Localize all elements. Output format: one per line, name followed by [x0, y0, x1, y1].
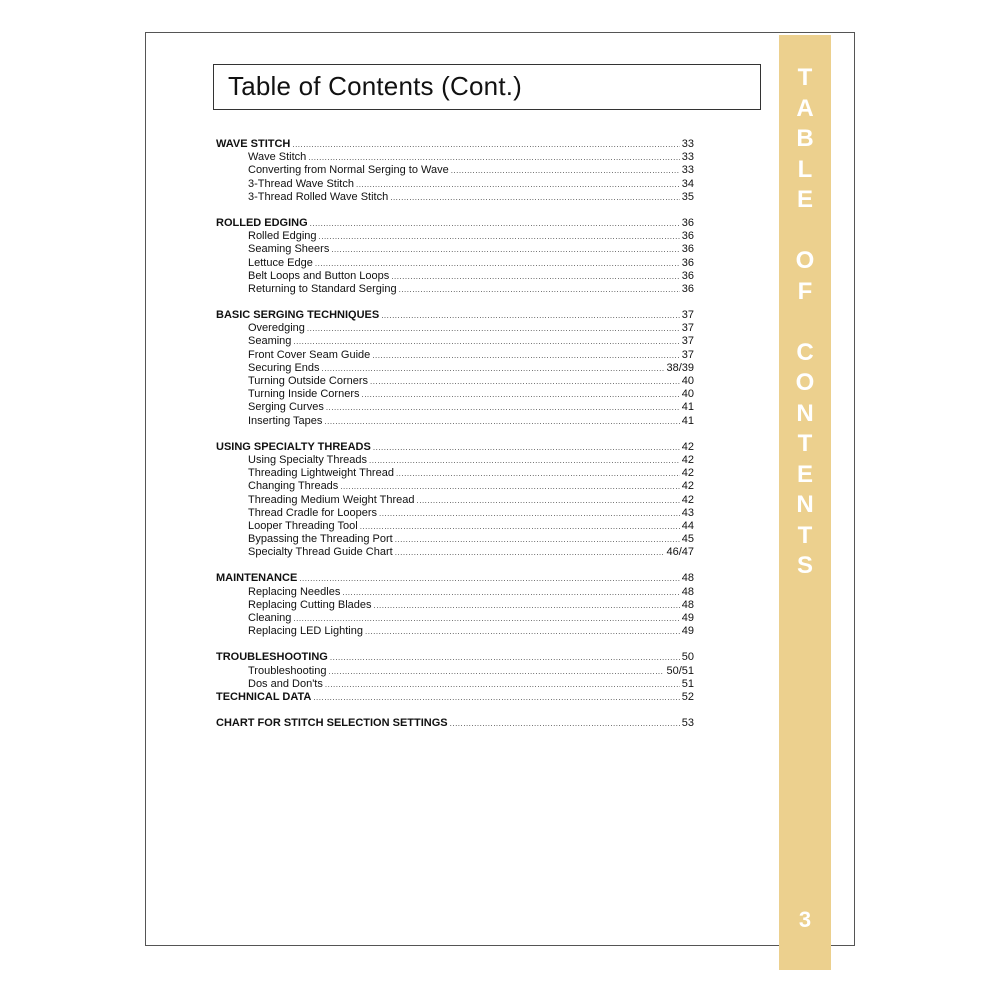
toc-entry-label: Wave Stitch [248, 151, 307, 164]
toc-entry[interactable] [216, 678, 694, 691]
toc-page-number: 52 [681, 690, 694, 703]
dot-leader [315, 257, 680, 270]
toc-page-number: 53 [681, 717, 694, 730]
dot-leader [342, 586, 679, 599]
side-tab-letter: T [797, 430, 813, 457]
toc-entry-label: Front Cover Seam Guide [248, 348, 371, 361]
side-tab-letter: N [796, 491, 814, 518]
toc-section-heading[interactable] [216, 441, 694, 454]
side-tab-letter: O [795, 369, 815, 396]
dot-leader [390, 191, 680, 204]
toc-entry[interactable] [216, 612, 694, 625]
side-tab [779, 35, 831, 970]
dot-leader [299, 572, 679, 585]
toc-page-number: 42 [681, 493, 694, 506]
toc-page-number: 35 [681, 190, 694, 203]
toc-entry-label: Changing Threads [248, 480, 339, 493]
dot-leader [361, 388, 679, 401]
dot-leader [308, 151, 679, 164]
toc-section-heading[interactable] [216, 217, 694, 230]
toc-page-number: 50/51 [666, 664, 694, 677]
toc-entry-label: Thread Cradle for Loopers [248, 506, 378, 519]
toc-entry[interactable] [216, 625, 694, 638]
toc-entry-label: Overedging [248, 322, 305, 335]
dot-leader [374, 599, 680, 612]
toc-entry[interactable] [216, 191, 694, 204]
toc-entry-label: WAVE STITCH [216, 138, 291, 150]
toc-entry-label: Bypassing the Threading Port [248, 533, 393, 546]
toc-entry-label: Using Specialty Threads [248, 453, 368, 466]
toc-section-heading[interactable] [216, 717, 694, 730]
toc-page-number: 48 [681, 598, 694, 611]
toc-entry-label: Serging Curves [248, 401, 324, 414]
toc-entry-label: Lettuce Edge [248, 256, 313, 269]
toc-section-heading[interactable] [216, 572, 694, 585]
toc-section [216, 217, 694, 296]
toc-entry-label: 3-Thread Wave Stitch [248, 177, 354, 190]
toc-entry-label: Seaming Sheers [248, 243, 330, 256]
toc-page-number: 42 [681, 480, 694, 493]
side-tab-letter: C [796, 338, 814, 366]
toc-page-number: 49 [681, 612, 694, 624]
toc-entry[interactable] [216, 599, 694, 612]
toc-page-number: 36 [681, 243, 694, 256]
toc-section [216, 441, 694, 560]
toc-entry[interactable] [216, 520, 694, 533]
toc-entry[interactable] [216, 415, 694, 428]
dot-leader [369, 454, 680, 467]
toc-entry-label: Replacing LED Lighting [248, 625, 363, 638]
side-tab-letter: L [797, 155, 813, 183]
dot-leader [356, 178, 680, 191]
toc-page-number: 36 [681, 282, 694, 295]
toc-page-number: 49 [681, 625, 694, 638]
dot-leader [399, 283, 680, 296]
side-tab-letter: T [797, 64, 813, 91]
side-tab-letter: O [795, 247, 815, 274]
dot-leader [307, 322, 680, 335]
toc-page-number: 45 [681, 533, 694, 546]
toc-entry[interactable] [216, 454, 694, 467]
toc-section-heading[interactable] [216, 138, 694, 151]
toc-page-number: 48 [681, 572, 694, 585]
toc-page-number: 46/47 [666, 546, 694, 559]
toc-entry[interactable] [216, 270, 694, 283]
toc-section [216, 691, 694, 704]
toc-page-number: 50 [681, 651, 694, 664]
page-title: Table of Contents (Cont.) [228, 71, 523, 101]
toc-entry-label: 3-Thread Rolled Wave Stitch [248, 190, 389, 203]
toc-page-number: 44 [681, 519, 694, 532]
toc-page-number: 51 [681, 677, 694, 690]
dot-leader [395, 546, 665, 559]
toc-page-number: 33 [681, 138, 694, 150]
toc-entry[interactable] [216, 349, 694, 362]
toc-entry[interactable] [216, 665, 694, 678]
toc-page-number: 33 [681, 151, 694, 164]
toc-entry-label: Specialty Thread Guide Chart [248, 546, 393, 559]
toc-entry[interactable] [216, 243, 694, 256]
toc-page-number: 42 [681, 467, 694, 480]
dot-leader [379, 507, 680, 520]
dot-leader [293, 335, 679, 348]
toc-entry[interactable] [216, 375, 694, 388]
dot-leader [391, 270, 679, 283]
toc-entry[interactable] [216, 283, 694, 296]
toc-entry[interactable] [216, 257, 694, 270]
toc-entry[interactable] [216, 164, 694, 177]
side-tab-letter: A [796, 94, 814, 122]
toc-entry[interactable] [216, 586, 694, 599]
toc-section-heading[interactable] [216, 651, 694, 664]
toc-section-heading[interactable] [216, 309, 694, 322]
toc-section [216, 572, 694, 638]
dot-leader [325, 678, 680, 691]
toc-section [216, 309, 694, 428]
title-box [213, 64, 761, 110]
toc-page-number: 37 [681, 309, 694, 322]
toc-page-number: 36 [681, 216, 694, 229]
dot-leader [340, 480, 679, 493]
toc-section [216, 717, 694, 730]
toc-entry-label: BASIC SERGING TECHNIQUES [216, 309, 380, 322]
toc-page-number: 48 [681, 585, 694, 598]
toc-entry[interactable] [216, 401, 694, 414]
toc-entry-label: Inserting Tapes [248, 414, 323, 427]
toc-entry[interactable] [216, 507, 694, 520]
toc-page-number: 42 [681, 453, 694, 466]
toc-entry[interactable] [216, 362, 694, 375]
dot-leader [396, 467, 680, 480]
dot-leader [360, 520, 680, 533]
toc-entry-label: USING SPECIALTY THREADS [216, 440, 371, 453]
side-tab-letter: B [796, 125, 814, 152]
toc-entry[interactable] [216, 494, 694, 507]
toc-entry[interactable] [216, 178, 694, 191]
toc-entry[interactable] [216, 533, 694, 546]
toc-section [216, 138, 694, 204]
toc-entry[interactable] [216, 335, 694, 348]
toc-entry[interactable] [216, 467, 694, 480]
side-tab-letter: E [796, 186, 813, 213]
toc-page-number: 41 [681, 414, 694, 427]
toc-entry-label: TROUBLESHOOTING [216, 651, 328, 664]
toc-page-number: 37 [681, 348, 694, 361]
toc-entry-label: Replacing Cutting Blades [248, 598, 372, 611]
toc-entry-label: Replacing Needles [248, 585, 341, 598]
toc-entry-label: Returning to Standard Serging [248, 282, 397, 295]
dot-leader [365, 625, 680, 638]
dot-leader [451, 164, 680, 177]
toc-entry-label: Converting from Normal Serging to Wave [248, 164, 449, 177]
toc-page-number: 34 [681, 177, 694, 190]
dot-leader [381, 309, 680, 322]
toc-page-number: 36 [681, 269, 694, 282]
toc-page-number: 40 [681, 388, 694, 401]
toc-page-number: 38/39 [666, 361, 694, 374]
table-of-contents [216, 138, 694, 743]
dot-leader [324, 415, 679, 428]
dot-leader [319, 230, 680, 243]
dot-leader [326, 401, 680, 414]
toc-entry-label: Dos and Don'ts [248, 677, 323, 690]
toc-entry-label: Troubleshooting [248, 664, 327, 677]
toc-page-number: 41 [681, 401, 694, 414]
side-tab-letter: F [797, 277, 813, 305]
toc-entry-label: CHART FOR STITCH SELECTION SETTINGS [216, 717, 448, 730]
toc-entry-label: MAINTENANCE [216, 572, 298, 585]
toc-page-number: 43 [681, 506, 694, 519]
toc-entry[interactable] [216, 322, 694, 335]
dot-leader [331, 243, 679, 256]
dot-leader [450, 717, 680, 730]
toc-page-number: 36 [681, 230, 694, 243]
side-tab-letter: E [796, 460, 813, 488]
toc-entry-label: Seaming [248, 335, 292, 348]
dot-leader [417, 494, 680, 507]
dot-leader [330, 651, 680, 664]
toc-entry-label: Belt Loops and Button Loops [248, 269, 390, 282]
toc-entry[interactable] [216, 230, 694, 243]
toc-entry-label: Rolled Edging [248, 230, 317, 243]
toc-page-number: 42 [681, 440, 694, 453]
toc-entry-label: Turning Inside Corners [248, 388, 360, 401]
dot-leader [292, 138, 679, 151]
side-tab-letter: N [796, 399, 814, 427]
toc-entry[interactable] [216, 151, 694, 164]
toc-section [216, 651, 694, 691]
dot-leader [373, 441, 680, 454]
dot-leader [313, 691, 679, 704]
dot-leader [395, 533, 680, 546]
toc-entry-label: Threading Medium Weight Thread [248, 493, 415, 506]
side-tab-letter: S [796, 552, 813, 579]
toc-entry-label: Securing Ends [248, 361, 320, 374]
page-number: 3 [798, 907, 812, 932]
toc-entry-label: Threading Lightweight Thread [248, 467, 394, 480]
toc-page-number: 36 [681, 256, 694, 269]
toc-section-heading[interactable] [216, 691, 694, 704]
dot-leader [293, 612, 679, 625]
toc-page-number: 37 [681, 322, 694, 335]
dot-leader [310, 217, 680, 230]
toc-entry[interactable] [216, 480, 694, 493]
toc-page-number: 37 [681, 335, 694, 348]
dot-leader [370, 375, 680, 388]
side-tab-gap [779, 216, 831, 247]
toc-page-number: 40 [681, 375, 694, 387]
toc-entry-label: Cleaning [248, 612, 292, 624]
toc-page-number: 33 [681, 164, 694, 177]
toc-entry-label: TECHNICAL DATA [216, 690, 312, 703]
toc-entry[interactable] [216, 388, 694, 401]
side-tab-gap [779, 307, 831, 338]
toc-entry-label: ROLLED EDGING [216, 216, 308, 229]
side-tab-letter: T [797, 521, 813, 549]
toc-entry[interactable] [216, 546, 694, 559]
dot-leader [372, 349, 679, 362]
toc-entry-label: Looper Threading Tool [248, 519, 358, 532]
dot-leader [322, 362, 665, 375]
dot-leader [328, 665, 664, 678]
side-tab-letters [779, 63, 831, 582]
toc-entry-label: Turning Outside Corners [248, 375, 369, 387]
